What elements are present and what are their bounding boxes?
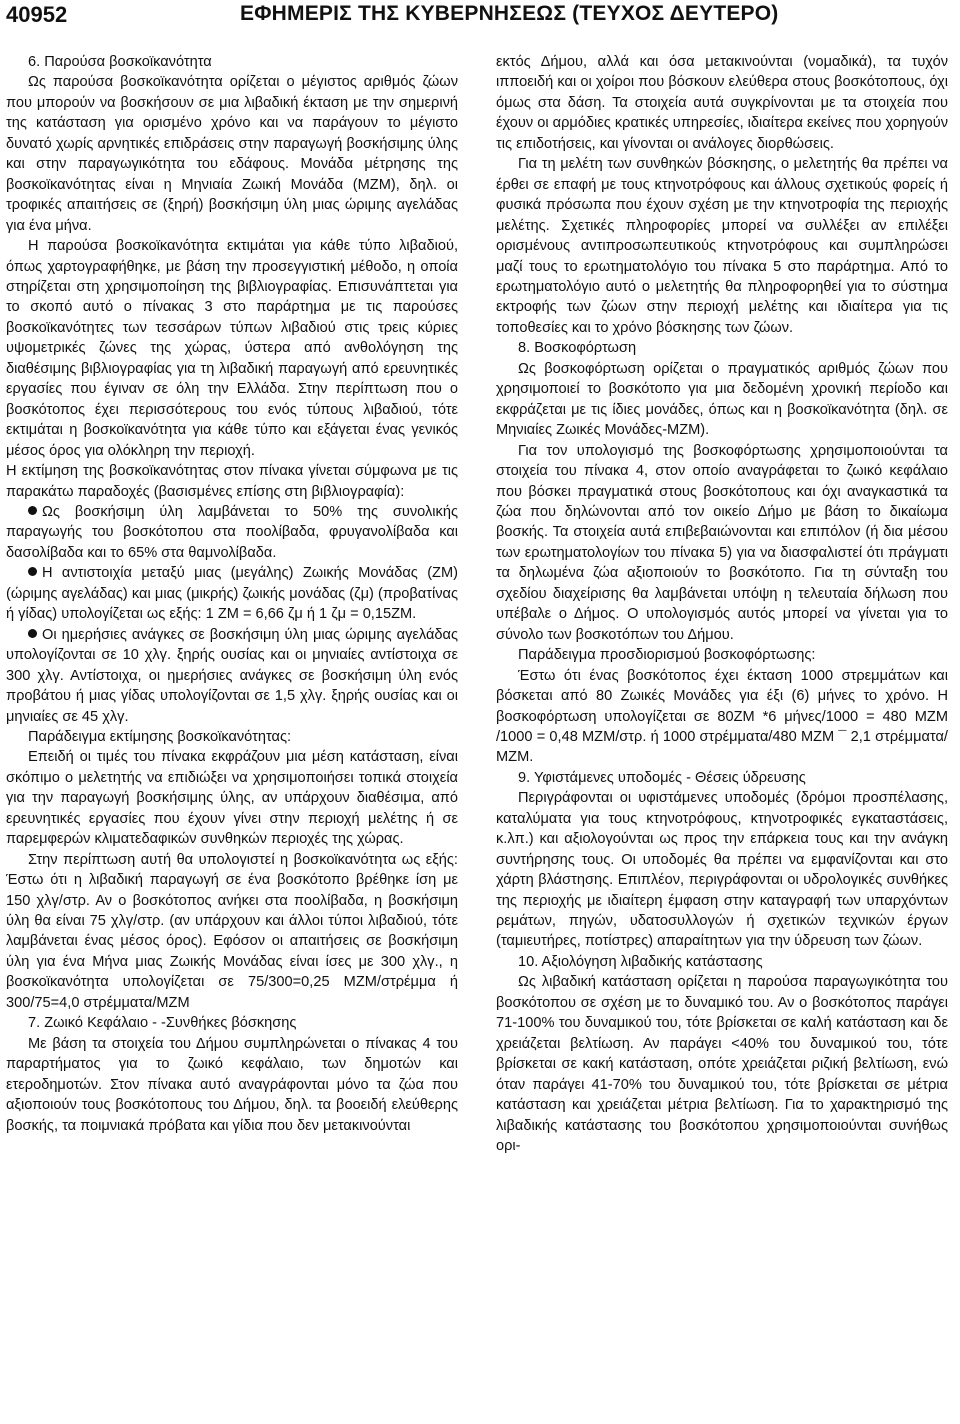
paragraph [6,502,458,563]
paragraph [496,359,948,441]
paragraph [496,788,948,952]
paragraph [496,972,948,1156]
paragraph-text: Ως βοσκοφόρτωση ορίζεται ο πραγματικός αριθμός ζώων που χρησιμοποιεί το βοσκότοπο για μια δεδομένη χρονική περίοδο και εκφράζεται με τις ίδιες μονάδες, όπως και η βοσκοϊκανότητα (δηλ. σε Μηνιαίες Ζωικές Μονάδες-ΜΖΜ). [496,360,948,439]
paragraph-text: Έστω ότι ένας βοσκότοπος έχει έκταση 1000 στρεμμάτων και βόσκεται από 80 Ζωικές Μονάδες για έξι (6) μήνες το χρόνο. Η βοσκοφόρτωση υπολογίζεται σε 80ΖΜ *6 μήνες/1000 = 480 ΜΖΜ /1000 = 0,48 ΜΖΜ/στρ. ή 1000 στρέμματα/480 ΜΖΜ ¯ 2,1 στρέμματα/ΜΖΜ. [496,667,948,766]
paragraph-text: 10. Αξιολόγηση λιβαδικής κατάστασης [518,953,763,970]
paragraph-text: Στην περίπτωση αυτή θα υπολογιστεί η βοσκοϊκανότητα ως εξής: Έστω ότι η λιβαδική παραγωγή σε ένα βοσκότοπο βρέθηκε ίση με 150 χλγ/στρ. Αν ο βοσκότοπος ανήκει στα ποολίβαδα, η βοσκήσιμη ύλη θα είναι 75 χλγ/στρ. (αν υπάρχουν και άλλοι τύποι λιβαδιού, τότε λαμβάνεται ένας μέσος όρος). Εφόσον οι απαιτήσεις σε βοσκήσιμη ύλη για ένα Μήνα μιας Ζωικής Μονάδας είναι ίσες με 300 χλγ., η βοσκοϊκανότητα υπολογίζεται σε 75/300=0,25 ΜΖΜ/στρέμμα ή 300/75=4,0 στρέμματα/ΜΖΜ [6,851,458,1011]
paragraph-text: Ως βοσκήσιμη ύλη λαμβάνεται το 50% της συνολικής παραγωγής του βοσκότοπου στα ποολίβαδα, φρυγανολίβαδα και δασολίβαδα και το 65% στα θαμνολίβαδα. [6,503,458,561]
paragraph [496,952,948,972]
gazette-title: ΕΦΗΜΕΡΙΣ ΤΗΣ ΚΥΒΕΡΝΗΣΕΩΣ (ΤΕΥΧΟΣ ΔΕΥΤΕΡΟ) [240,2,779,25]
paragraph-text: Με βάση τα στοιχεία του Δήμου συμπληρώνεται ο πίνακας 4 του παραρτήματος για το ζωικό κεφάλαιο, των δημοτών και ετεροδημοτών. Στον πίνακα αυτό αναγράφονται μόνο τα ζώα που αξιοποιούν τους βοσκότοπους του Δήμου, δηλ. τα βοοειδή ελεύθερης βοσκής, τα ποιμνιακά πρόβατα και γίδια που δεν μετακινούνται [6,1035,458,1134]
paragraph-text: 9. Υφιστάμενες υποδομές - Θέσεις ύδρευσης [518,769,806,786]
page-header [0,0,960,30]
paragraph [6,236,458,461]
paragraph-text: Η εκτίμηση της βοσκοϊκανότητας στον πίνακα γίνεται σύμφωνα με τις παρακάτω παραδοχές (βασισμένες επίσης στη βιβλιογραφία): [6,463,458,500]
bullet-icon [28,567,37,576]
paragraph [496,52,948,154]
paragraph [496,441,948,646]
paragraph [6,850,458,1014]
paragraph-text: Για τον υπολογισμό της βοσκοφόρτωσης χρησιμοποιούνται τα στοιχεία του πίνακα 4, στον οποίο αναγράφεται το ζωικό κεφάλαιο που βόσκει πραγματικά στους βοσκότοπους και όχι αναγκαστικά τα ζώα που δηλώνονται από τον οικείο Δήμο με βάση το δικαίωμα βοσκής. Τα στοιχεία αυτά επιβεβαιώνονται και επιπόλον (ή δια μέσου των ερωτηματολογίων του πίνακα 5) για να διασφαλιστεί ότι πράγματι τα δηλωμένα ζώα αξιοποιούν το βοσκότοπο. Για τη σύνταξη του σχεδίου διαχείρισης θα λαμβάνεται υπόψη η τελευταία δήλωση που υπέβαλε ο Δήμος. Ο υπολογισμός αυτός μπορεί να γίνεται για το σύνολο των βοσκοτόπων του Δήμου. [496,442,948,643]
bullet-icon [28,629,37,638]
paragraph [496,154,948,338]
paragraph [6,727,458,747]
paragraph [496,645,948,665]
paragraph-text: 7. Ζωικό Κεφάλαιο - -Συνθήκες βόσκησης [28,1015,297,1032]
paragraph-text: Ως λιβαδική κατάσταση ορίζεται η παρούσα παραγωγικότητα του βοσκότοπου σε σχέση με το δυναμικό του. Αν ο βοσκότοπος παράγει 71-100% του δυναμικού του, τότε βρίσκεται σε καλή κατάσταση και δε χρειάζεται βελτίωση. Αν παράγει <40% του δυναμικού του, τότε βρίσκεται σε κακή κατάσταση, οπότε χρειάζεται ριζική βελτίωση, ενώ όταν παράγει 41-70% του δυναμικού του, τότε βρίσκεται σε μέτρια κατάσταση και χρειάζεται μέτρια βελτίωση. Για το χαρακτηρισμό της λιβαδικής κατάστασης του βοσκότοπου χρησιμοποιούνται συνήθως ορι- [496,974,948,1155]
paragraph [6,747,458,849]
paragraph [6,52,458,72]
paragraph-text: Η παρούσα βοσκοϊκανότητα εκτιμάται για κάθε τύπο λιβαδιού, όπως χαρτογραφήθηκε, με βάση την προσεγγιστική μέθοδο, η οποία στηρίζεται στη χρησιμοποίηση της βιβλιογραφίας. Επισυνάπτεται για το σκοπό αυτό ο πίνακας 3 στο παράρτημα με τις παρούσες βοσκοϊκανότητες των τεσσάρων τύπων λιβαδιού στις τρεις κύριες υψομετρικές ζώνες της χώρας, ύστερα από ανθολόγηση της διαθέσιμης βιβλιογραφίας για τη λιβαδική παραγωγή από ερευνητικές εργασίες που έγιναν σε όλη την Ελλάδα. Στην περίπτωση που ο βοσκότοπος έχει περισσότερους του ενός τύπους λιβαδιού, τότε εκτιμάται η βοσκοϊκανότητα για κάθε τύπο και εξάγεται ένας γενικός μέσος όρος για ολόκληρη την περιοχή. [6,238,458,459]
paragraph [6,1034,458,1136]
paragraph [6,563,458,624]
paragraph-text: Επειδή οι τιμές του πίνακα εκφράζουν μια μέση κατάσταση, είναι σκόπιμο ο μελετητής να επιδιώξει να χρησιμοποιήσει τοπικά στοιχεία για την παραγωγή βοσκήσιμης ύλης, αν υπάρχουν διαθέσιμα, από ερευνητικές εργασίες που έχουν γίνει στην περιοχή μελέτης ή σε παρεμφερών κλιματεδαφικών συνθηκών περιοχές της χώρας. [6,749,458,848]
left-column [6,52,458,1136]
paragraph [496,666,948,768]
paragraph [496,768,948,788]
paragraph-text: Για τη μελέτη των συνθηκών βόσκησης, ο μελετητής θα πρέπει να έρθει σε επαφή με τους κτηνοτρόφους και άλλους σχετικούς φορείς ή φυσικά πρόσωπα που έχουν σχέση με την κτηνοτροφία της περιοχής μελέτης. Σχετικές πληροφορίες μπορεί να συλλέξει αν επιλέξει ορισμένους αντιπροσωπευτικούς κτηνοτρόφους και συμπληρώσει μαζί τους το ερωτηματολόγιο του πίνακα 5 στο παράρτημα. Από το ερωτηματολόγιο αυτό ο μελετητής θα πληροφορηθεί για το σύστημα εκτροφής των ζώων στην περιοχή μελέτης και ιδιαίτερα για τις τοποθεσίες και το χρόνο βόσκησης των ζώων. [496,156,948,336]
paragraph-text: Η αντιστοιχία μεταξύ μιας (μεγάλης) Ζωικής Μονάδας (ΖΜ) (ώριμης αγελάδας) και μιας (μικρής) ζωικής μονάδας (ζμ) (προβατίνας ή γίδας) υπολογίζεται ως εξής: 1 ΖΜ = 6,66 ζμ ή 1 ζμ = 0,15ΖΜ. [6,565,458,623]
paragraph [6,72,458,236]
page-number: 40952 [6,2,68,27]
paragraph-text: εκτός Δήμου, αλλά και όσα μετακινούνται (νομαδικά), τα τυχόν ιπποειδή και οι χοίροι που βόσκουν ελεύθερα στους βοσκότοπους, όχι όμως στα δάση. Τα στοιχεία αυτά συγκρίνονται με τα στοιχεία που έχουν οι αρμόδιες κρατικές υπηρεσίες, ιδιαίτερα εκείνες που χορηγούν τις επιδοτήσεις, και γίνονται οι ανάλογες διορθώσεις. [496,54,948,152]
paragraph-text: Περιγράφονται οι υφιστάμενες υποδομές (δρόμοι προσπέλασης, καταλύματα για τους κτηνοτρόφους, κτηνοτροφικές εγκαταστάσεις, κ.λπ.) και αξιολογούνται ως προς την επάρκεια τους και την ανάγκη συντήρησης τους. Οι υποδομές θα πρέπει να εμφανίζονται και στο χάρτη βλάστησης. Επιπλέον, περιγράφονται οι υδρολογικές συνθήκες της περιοχής με ιδιαίτερη έμφαση στην καταγραφή των υπαρχόντων ρεμάτων, πηγών, υδατοσυλλογών ή σχετικών τεχνικών έργων (ταμιευτήρες, ποτίστρες) απαραίτητων για την ύδρευση των ζώων. [496,790,948,950]
paragraph-text: Παράδειγμα εκτίμησης βοσκοϊκανότητας: [28,728,292,745]
paragraph-text: Παράδειγμα προσδιορισμού βοσκοφόρτωσης: [518,647,816,664]
bullet-icon [28,506,37,515]
paragraph [496,338,948,358]
paragraph-text: Οι ημερήσιες ανάγκες σε βοσκήσιμη ύλη μιας ώριμης αγελάδας υπολογίζονται σε 10 χλγ. ξηρής ουσίας και οι μηνιαίες αντίστοιχα σε 300 χλγ. Αντίστοιχα, οι ημερήσιες ανάγκες σε βοσκήσιμη ύλη ενός προβάτου ή μιας γίδας υπολογίζονται σε 1,5 χλγ. ξηρής ουσίας και οι μηνιαίες σε 45 χλγ. [6,626,458,725]
paragraph-text: 8. Βοσκοφόρτωση [518,340,637,357]
paragraph-text: 6. Παρούσα βοσκοϊκανότητα [28,54,212,70]
paragraph [6,1013,458,1033]
paragraph-text: Ως παρούσα βοσκοϊκανότητα ορίζεται ο μέγιστος αριθμός ζώων που μπορούν να βοσκήσουν σε μια λιβαδική έκταση με την σημερινή της κατάσταση για ορισμένο χρόνο και να παράγουν το μέγιστο δυνατό χωρίς αρνητικές επιδράσεις στην παραγωγή βοσκήσιμης ύλης και στην παραγωγικότητα του εδάφους. Μονάδα μέτρησης της βοσκοϊκανότητας είναι η Μηνιαία Ζωική Μονάδα (ΜΖΜ), δηλ. οι τροφικές απαιτήσεις σε (ξηρή) βοσκήσιμη ύλη μιας ώριμης αγελάδας για ένα μήνα. [6,74,458,234]
paragraph [6,625,458,727]
right-column [496,52,948,1156]
paragraph [6,461,458,502]
